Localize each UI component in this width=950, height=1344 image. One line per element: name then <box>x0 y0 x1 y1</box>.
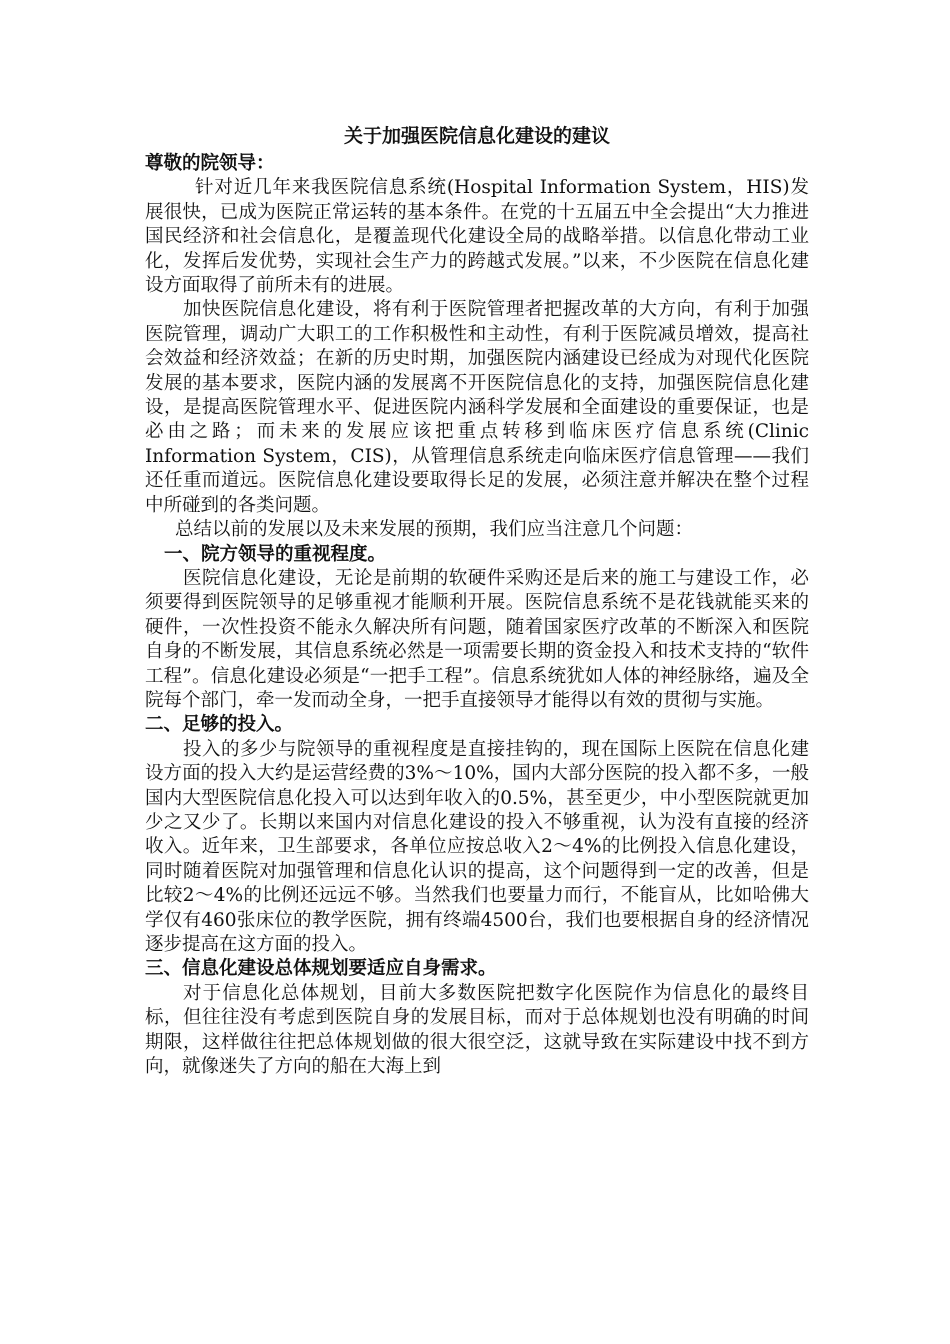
document-body <box>145 120 809 1079</box>
paragraph-2: 加快医院信息化建设，将有利于医院管理者把握改革的大方向，有利于加强医院管理，调动广大职工的工作积极性和主动性，有利于医院减员增效，提高社会效益和经济效益；在新的历史时期，加强医院内涵建设已经成为对现代化医院发展的基本要求，医院内涵的发展离不开医院信息化的支持，加强医院信息化建设，是提高医院管理水平、促进医院内涵科学发展和全面建设的重要保证，也是必由之路；而未来的发展应该把重点转移到临床医疗信息系统(Clinic Information System，CIS)，从管理信息系统走向临床医疗信息管理——我们还任重而道远。医院信息化建设要取得长足的发展，必须注意并解决在整个过程中所碰到的各类问题。 <box>145 299 809 516</box>
paragraph-3: 总结以前的发展以及未来发展的预期，我们应当注意几个问题： <box>175 519 694 541</box>
section-heading-2: 二、足够的投入。 <box>145 714 294 736</box>
document-title: 关于加强医院信息化建设的建议 <box>343 125 610 147</box>
salutation: 尊敬的院领导： <box>145 153 275 174</box>
section-heading-1: 一、院方领导的重视程度。 <box>164 543 387 565</box>
intro-paragraph: 针对近几年来我医院信息系统(Hospital Information System，HIS)发展很快，已成为医院正常运转的基本条件。在党的十五届五中全会提出“大力推进国民经济和社会信息化，是覆盖现代化建设全局的战略举措。以信息化带动工业化，发挥后发优势，实现社会生产力的跨越式发展。”以来，不少医院在信息化建设方面取得了前所未有的进展。 <box>145 177 809 297</box>
section-heading-3: 三、信息化建设总体规划要适应自身需求。 <box>145 958 497 980</box>
section-3-body: 对于信息化总体规划，目前大多数医院把数字化医院作为信息化的最终目标，但往往没有考虑到医院自身的发展目标，而对于总体规划也没有明确的时间期限，这样做往往把总体规划做的很大很空泛，这就导致在实际建设中找不到方向，就像迷失了方向的船在大海上到 <box>145 982 809 1078</box>
section-2-body: 投入的多少与院领导的重视程度是直接挂钩的，现在国际上医院在信息化建设方面的投入大约是运营经费的3%～10%，国内大部分医院的投入都不多，一般国内大型医院信息化投入可以达到年收入的0.5%，甚至更少，中小型医院就更加少之又少了。长期以来国内对信息化建设的投入不够重视，认为没有直接的经济收入。近年来，卫生部要求，各单位应按总收入2～4%的比例投入信息化建设，同时随着医院对加强管理和信息化认识的提高，这个问题得到一定的改善，但是比较2～4%的比例还远远不够。当然我们也要量力而行，不能盲从，比如哈佛大学仅有460张床位的教学医院，拥有终端4500台，我们也要根据自身的经济情况逐步提高在这方面的投入。 <box>145 738 809 955</box>
section-1-body: 医院信息化建设，无论是前期的软硬件采购还是后来的施工与建设工作，必须要得到医院领导的足够重视才能顺利开展。医院信息系统不是花钱就能买来的硬件，一次性投资不能永久解决所有问题，随着国家医疗改革的不断深入和医院自身的不断发展，其信息系统必然是一项需要长期的资金投入和技术支持的“软件工程”。信息化建设必须是“一把手工程”。信息系统犹如人体的神经脉络，遍及全院每个部门，牵一发而动全身，一把手直接领导才能得以有效的贯彻与实施。 <box>145 567 809 711</box>
